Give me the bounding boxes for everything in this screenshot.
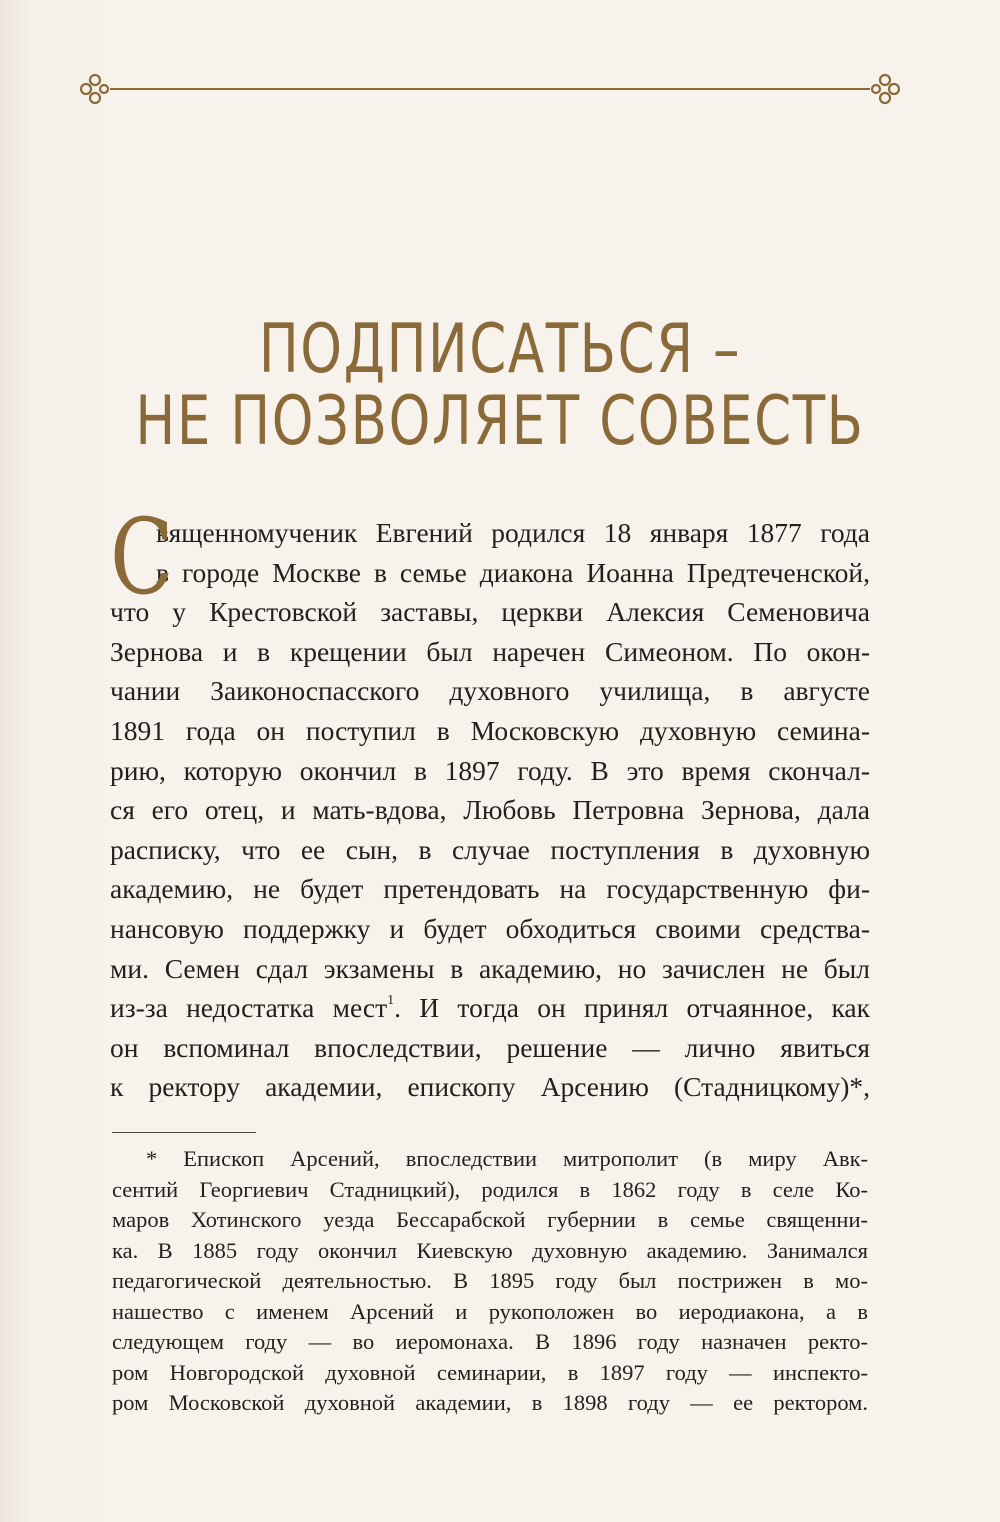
footnote-reference[interactable]: 1 xyxy=(387,993,395,1009)
footnote-line: следующем году — во иеромонаха. В 1896 году назначен ректо- xyxy=(112,1329,868,1354)
body-line: расписку, что ее сын, в случае поступления в духовную xyxy=(110,833,870,865)
footnote-line: ром Московской духовной академии, в 1898 году — ее ректором. xyxy=(112,1390,868,1415)
body-line: 1891 года он поступил в Московскую духовную семина- xyxy=(110,714,870,746)
body-line: Зернова и в крещении был наречен Симеоном. По окон- xyxy=(110,635,870,667)
body-line: вященномученик Евгений родился 18 января 1877 года xyxy=(156,517,870,548)
body-line: академию, не будет претендовать на государственную фи- xyxy=(110,873,870,905)
body-line-tail: . И тогда он принял отчаянное, как xyxy=(394,992,870,1024)
body-line: он вспоминал впоследствии, решение — лично явиться xyxy=(110,1031,870,1063)
chapter-title-line-2: НЕ ПОЗВОЛЯЕТ СОВЕСТЬ xyxy=(135,382,865,461)
body-line: чании Заиконоспасского духовного училища, в августе xyxy=(110,675,870,707)
body-paragraph xyxy=(110,496,870,1107)
footnote-line: маров Хотинского уезда Бессарабской губернии в семье священни- xyxy=(112,1207,868,1232)
footnote-line: сентий Георгиевич Стадницкий), родился в 1862 году в селе Ко- xyxy=(112,1176,868,1202)
left-fleuron-icon xyxy=(81,75,108,103)
drop-cap: С xyxy=(110,496,174,618)
header-ornament-rule xyxy=(80,66,900,116)
footnote xyxy=(112,1144,868,1419)
body-line: что у Крестовской заставы, церкви Алексия Семеновича xyxy=(110,596,870,628)
body-line: ся его отец, и мать-вдова, Любовь Петровна Зернова, дала xyxy=(110,794,870,826)
body-line-with-footnote xyxy=(110,988,870,1028)
body-line: ми. Семен сдал экзамены в академию, но зачислен не был xyxy=(110,952,870,984)
chapter-title-line-1: ПОДПИСАТЬСЯ – xyxy=(258,310,742,389)
body-line: к ректору академии, епископу Арсению (Стадницкому)*, xyxy=(110,1071,870,1103)
footnote-line: педагогической деятельностью. В 1895 году был пострижен в мо- xyxy=(112,1268,868,1293)
footnote-line: ка. В 1885 году окончил Киевскую духовную академию. Занимался xyxy=(112,1237,868,1263)
footnote-line: нашество с именем Арсений и рукоположен во иеродиакона, а в xyxy=(112,1298,868,1324)
footnote-divider xyxy=(112,1132,256,1133)
body-line: в городе Москве в семье диакона Иоанна Предтеченской, xyxy=(156,556,870,588)
footnote-line: * Епископ Арсений, впоследствии митрополит (в миру Авк- xyxy=(146,1146,868,1171)
body-line: рию, которую окончил в 1897 году. В это время скончал- xyxy=(110,754,870,786)
body-line-head: из-за недостатка мест xyxy=(110,992,388,1024)
footnote-line: ром Новгородской духовной семинарии, в 1897 году — инспекто- xyxy=(112,1359,868,1385)
right-fleuron-icon xyxy=(872,75,899,103)
body-line: нансовую поддержку и будет обходиться своими средства- xyxy=(110,912,870,944)
